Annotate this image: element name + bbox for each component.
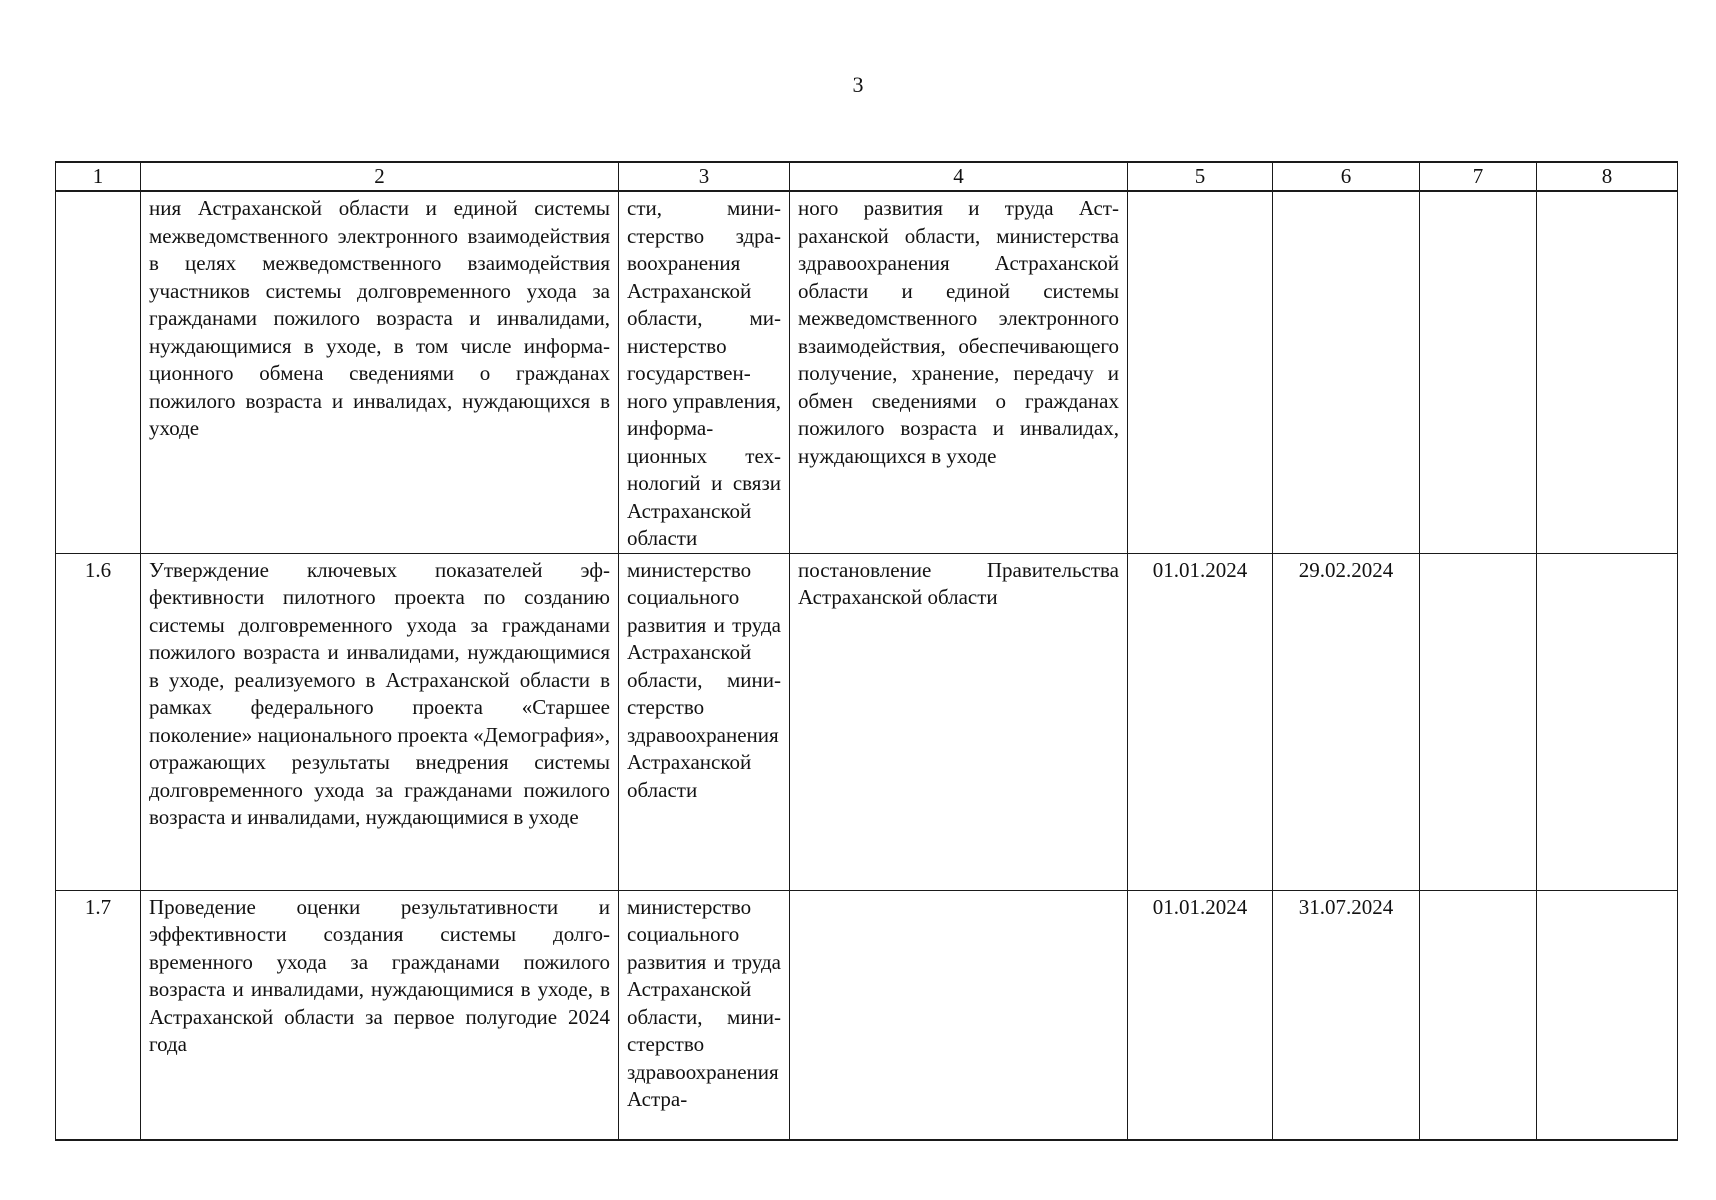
column-header-6: 6 — [1273, 162, 1420, 191]
column-header-3: 3 — [619, 162, 790, 191]
result-cell: ного развития и труда Астраханской области, министерства здравоохранения Астраханской области и единой системы межведомственного электронного взаимодействия, обеспечивающего получение, хранение, передачу и обмен сведениями о гражданах пожилого возраста и инвалидах, нуждающихся в уходе — [790, 191, 1128, 553]
result-cell: постановление Правительства Астраханской области — [790, 553, 1128, 890]
column-8-cell — [1537, 890, 1678, 1140]
activity-cell: Утверждение ключевых показателей эффективности пилотного проекта по созданию системы долговременного ухода за гражданами пожилого возраста и инвалидами, нуждающимися в уходе, реализуемого в Астраханской области в рамках федерального проекта «Старшее поколение» национального проекта «Демография», отражающих результаты внедрения системы долговременного ухода за гражданами пожилого возраста и инвалидами, нуждающимися в уходе — [141, 553, 619, 890]
table-row — [56, 191, 1678, 553]
end-date-cell: 31.07.2024 — [1273, 890, 1420, 1140]
column-7-cell — [1420, 890, 1537, 1140]
plan-table — [55, 161, 1678, 1141]
column-header-4: 4 — [790, 162, 1128, 191]
responsible-cell: министерство социального развития и труда Астраханской области, министерство здравоохранения Астра- — [619, 890, 790, 1140]
result-cell — [790, 890, 1128, 1140]
column-header-8: 8 — [1537, 162, 1678, 191]
column-header-1: 1 — [56, 162, 141, 191]
start-date-cell: 01.01.2024 — [1128, 890, 1273, 1140]
table-row — [56, 553, 1678, 890]
column-header-7: 7 — [1420, 162, 1537, 191]
start-date-cell: 01.01.2024 — [1128, 553, 1273, 890]
column-7-cell — [1420, 553, 1537, 890]
table-row — [56, 890, 1678, 1140]
end-date-cell: 29.02.2024 — [1273, 553, 1420, 890]
row-number-cell: 1.6 — [56, 553, 141, 890]
responsible-cell: министерство социального развития и труда Астраханской области, министерство здравоохранения Астраханской области — [619, 553, 790, 890]
end-date-cell — [1273, 191, 1420, 553]
row-number-cell: 1.7 — [56, 890, 141, 1140]
row-number-cell — [56, 191, 141, 553]
activity-cell: ния Астраханской области и единой системы межведомственного электронного взаимодействия в целях межведомственного взаимодействия участников системы долговременного ухода за гражданами пожилого возраста и инвалидами, нуждающимися в уходе, в том числе информационного обмена сведениями о гражданах пожилого возраста и инвалидах, нуждающихся в уходе — [141, 191, 619, 553]
column-8-cell — [1537, 553, 1678, 890]
column-7-cell — [1420, 191, 1537, 553]
start-date-cell — [1128, 191, 1273, 553]
responsible-cell: сти, министерство здравоохранения Астраханской области, министерство государственного управления, информационных технологий и связи Астраханской области — [619, 191, 790, 553]
page-number: 3 — [852, 72, 864, 97]
column-header-2: 2 — [141, 162, 619, 191]
column-header-5: 5 — [1128, 162, 1273, 191]
header-row — [56, 162, 1678, 191]
activity-cell: Проведение оценки результативности и эффективности создания системы долговременного ухода за гражданами пожилого возраста и инвалидами, нуждающимися в уходе, в Астраханской области за первое полугодие 2024 года — [141, 890, 619, 1140]
column-8-cell — [1537, 191, 1678, 553]
